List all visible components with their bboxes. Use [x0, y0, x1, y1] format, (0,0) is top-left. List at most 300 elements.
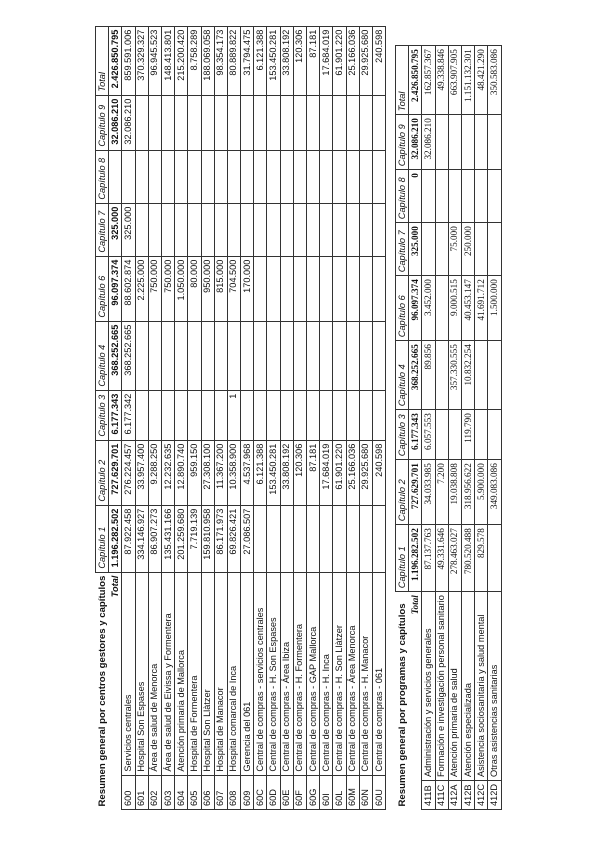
value-cell: 663.907.905 [448, 46, 461, 115]
table-row [122, 26, 135, 809]
value-cell [372, 390, 385, 440]
value-cell [435, 276, 448, 341]
value-cell [372, 256, 385, 321]
value-cell [280, 150, 293, 203]
row-code: 609 [241, 775, 254, 809]
table-row [227, 26, 240, 809]
value-cell: 780.520.488 [461, 525, 474, 592]
value-cell: 10.358.900 [227, 440, 240, 505]
value-cell [267, 390, 280, 440]
row-code: 608 [227, 775, 240, 809]
value-cell [280, 256, 293, 321]
row-code: 60D [267, 775, 280, 809]
row-code: 412A [448, 781, 461, 810]
row-name: Central de compras - H. Manacor [359, 572, 372, 775]
value-cell: 750.000 [148, 256, 161, 321]
row-name: Área de salud de Eivissa y Formentera [161, 572, 174, 775]
value-cell [214, 321, 227, 390]
total-cell: 6.177.343 [409, 410, 422, 460]
value-cell [488, 115, 501, 170]
value-cell [267, 203, 280, 256]
value-cell [346, 203, 359, 256]
value-cell [188, 95, 201, 150]
table-row [267, 26, 280, 809]
value-cell [254, 321, 267, 390]
col-header: Capítulo 9 [396, 115, 409, 170]
row-code: 606 [201, 775, 214, 809]
row-code: 411C [435, 781, 448, 810]
value-cell [135, 203, 148, 256]
value-cell [359, 95, 372, 150]
row-name: Formación e investigación personal sanitario [435, 592, 448, 781]
value-cell: 4.537.968 [241, 440, 254, 505]
total-label: Total [109, 572, 122, 809]
value-cell: 49.331.646 [435, 525, 448, 592]
value-cell [135, 390, 148, 440]
total-row [109, 26, 122, 809]
value-cell: 87.137.763 [422, 525, 435, 592]
total-cell: 1.196.282.502 [109, 505, 122, 572]
value-cell [488, 170, 501, 223]
row-name: Hospital comarcal de Inca [227, 572, 240, 775]
value-cell: 1.151.132.301 [461, 46, 474, 115]
total-cell: 1.196.282.502 [409, 525, 422, 592]
value-cell: 170.000 [241, 256, 254, 321]
value-cell [307, 203, 320, 256]
value-cell [333, 150, 346, 203]
value-cell [346, 95, 359, 150]
value-cell [333, 505, 346, 572]
value-cell: 29.925.680 [359, 440, 372, 505]
col-header: Capítulo 3 [96, 390, 109, 440]
value-cell: 40.453.147 [461, 276, 474, 341]
total-cell: 2.426.850.795 [409, 46, 422, 115]
value-cell [320, 321, 333, 390]
budget-table-centers [95, 26, 386, 810]
col-header: Total [96, 26, 109, 95]
value-cell: 34.033.985 [422, 460, 435, 525]
row-name: Hospital de Manacor [214, 572, 227, 775]
value-cell [333, 321, 346, 390]
value-cell [201, 95, 214, 150]
total-cell: 32.086.210 [109, 95, 122, 150]
value-cell: 17.684.019 [320, 440, 333, 505]
value-cell: 80.000 [188, 256, 201, 321]
row-name: Otras asistencias sanitarias [488, 592, 501, 781]
table-row [280, 26, 293, 809]
value-cell: 325.000 [122, 203, 135, 256]
value-cell: 153.450.281 [267, 26, 280, 95]
table-row [320, 26, 333, 809]
col-header: Capítulo 2 [96, 440, 109, 505]
row-code: 60F [293, 775, 306, 809]
value-cell: 357.330.555 [448, 341, 461, 410]
value-cell [280, 505, 293, 572]
row-code: 412D [488, 781, 501, 810]
value-cell [188, 321, 201, 390]
table-row [461, 46, 474, 810]
value-cell: 240.598 [372, 440, 385, 505]
row-name: Servicios centrales [122, 572, 135, 775]
value-cell [241, 390, 254, 440]
total-cell: 2.426.850.795 [109, 26, 122, 95]
value-cell [346, 256, 359, 321]
value-cell [188, 150, 201, 203]
value-cell [227, 321, 240, 390]
value-cell: 12.232.635 [161, 440, 174, 505]
value-cell: 859.591.006 [122, 26, 135, 95]
value-cell: 32.086.210 [422, 115, 435, 170]
value-cell [448, 115, 461, 170]
value-cell [148, 95, 161, 150]
value-cell: 61.901.220 [333, 440, 346, 505]
total-cell [109, 150, 122, 203]
value-cell: 19.038.808 [448, 460, 461, 525]
value-cell [293, 390, 306, 440]
value-cell [372, 505, 385, 572]
value-cell: 29.925.680 [359, 26, 372, 95]
row-name: Central de compras - H. Formentera [293, 572, 306, 775]
total-cell: 0 [409, 170, 422, 223]
value-cell [435, 170, 448, 223]
value-cell [241, 203, 254, 256]
value-cell: 17.684.019 [320, 26, 333, 95]
value-cell [227, 95, 240, 150]
value-cell [359, 390, 372, 440]
value-cell: 6.177.342 [122, 390, 135, 440]
total-cell: 6.177.343 [109, 390, 122, 440]
value-cell [320, 150, 333, 203]
value-cell [307, 150, 320, 203]
table-title: Resumen general por centros gestores y capítulos [96, 575, 108, 807]
table-row [293, 26, 306, 809]
value-cell: 1.050.000 [175, 256, 188, 321]
value-cell [254, 390, 267, 440]
value-cell [372, 321, 385, 390]
table-row [488, 46, 501, 810]
value-cell [254, 95, 267, 150]
row-name: Central de compras - GAP Mallorca [307, 572, 320, 775]
value-cell: 87.181 [307, 26, 320, 95]
row-code: 604 [175, 775, 188, 809]
value-cell: 250.000 [461, 223, 474, 276]
value-cell: 8.758.289 [188, 26, 201, 95]
value-cell: 215.200.420 [175, 26, 188, 95]
col-header: Capítulo 8 [96, 150, 109, 203]
col-header: Total [396, 46, 409, 115]
row-name: Central de compras - H. Son Llàtzer [333, 572, 346, 775]
value-cell [372, 95, 385, 150]
value-cell [435, 115, 448, 170]
row-name: Atención primaria de salud [448, 592, 461, 781]
value-cell: 87.181 [307, 440, 320, 505]
value-cell: 704.500 [227, 256, 240, 321]
value-cell: 25.166.036 [346, 26, 359, 95]
total-cell: 96.097.374 [409, 276, 422, 341]
value-cell [475, 410, 488, 460]
value-cell [201, 203, 214, 256]
value-cell [175, 390, 188, 440]
value-cell [320, 505, 333, 572]
value-cell: 3.452.000 [422, 276, 435, 341]
value-cell: 69.826.421 [227, 505, 240, 572]
value-cell: 370.329.327 [135, 26, 148, 95]
row-code: 60L [333, 775, 346, 809]
table-row [435, 46, 448, 810]
row-name: Central de compras - H. Inca [320, 572, 333, 775]
value-cell [254, 505, 267, 572]
row-name: Atención primaria de Mallorca [175, 572, 188, 775]
table-row [359, 26, 372, 809]
table-title: Resumen general por programas y capítulos [396, 603, 408, 807]
value-cell [307, 321, 320, 390]
value-cell [293, 203, 306, 256]
budget-table-programs [395, 45, 502, 810]
value-cell: 959.150 [188, 440, 201, 505]
row-code: 412B [461, 781, 474, 810]
value-cell [214, 150, 227, 203]
row-code: 60E [280, 775, 293, 809]
value-cell [241, 150, 254, 203]
value-cell: 278.463.027 [448, 525, 461, 592]
col-header: Capítulo 4 [96, 321, 109, 390]
value-cell [359, 321, 372, 390]
table-row [214, 26, 227, 809]
value-cell [333, 256, 346, 321]
row-code: 411B [422, 781, 435, 810]
value-cell: 119.790 [461, 410, 474, 460]
value-cell: 6.121.388 [254, 26, 267, 95]
value-cell [201, 150, 214, 203]
table-row [241, 26, 254, 809]
row-name: Asistencia sociosanitaria y salud mental [475, 592, 488, 781]
value-cell [435, 410, 448, 460]
value-cell: 61.901.220 [333, 26, 346, 95]
value-cell: 7.719.139 [188, 505, 201, 572]
row-name: Central de compras - servicios centrales [254, 572, 267, 775]
value-cell [267, 321, 280, 390]
value-cell [346, 390, 359, 440]
value-cell: 153.450.281 [267, 440, 280, 505]
value-cell [488, 410, 501, 460]
row-code: 603 [161, 775, 174, 809]
value-cell [267, 95, 280, 150]
col-header: Capítulo 9 [96, 95, 109, 150]
total-cell: 368.252.665 [409, 341, 422, 410]
value-cell [307, 95, 320, 150]
value-cell [161, 390, 174, 440]
value-cell [293, 256, 306, 321]
value-cell: 318.956.622 [461, 460, 474, 525]
value-cell [214, 390, 227, 440]
table-row [188, 26, 201, 809]
value-cell: 10.832.254 [461, 341, 474, 410]
table-row [161, 26, 174, 809]
value-cell [475, 170, 488, 223]
value-cell [188, 390, 201, 440]
value-cell [372, 203, 385, 256]
value-cell: 750.000 [161, 256, 174, 321]
value-cell: 950.000 [201, 256, 214, 321]
col-header: Capítulo 1 [96, 505, 109, 572]
value-cell: 120.306 [293, 26, 306, 95]
value-cell [148, 203, 161, 256]
value-cell [359, 203, 372, 256]
value-cell: 9.288.250 [148, 440, 161, 505]
value-cell [214, 203, 227, 256]
value-cell: 162.857.367 [422, 46, 435, 115]
value-cell [435, 223, 448, 276]
value-cell: 9.000.515 [448, 276, 461, 341]
value-cell [293, 95, 306, 150]
value-cell [135, 95, 148, 150]
total-cell: 96.097.374 [109, 256, 122, 321]
row-name: Central de compras - 061 [372, 572, 385, 775]
value-cell: 159.810.958 [201, 505, 214, 572]
value-cell: 7.200 [435, 460, 448, 525]
value-cell [448, 410, 461, 460]
value-cell [188, 203, 201, 256]
value-cell: 33.957.400 [135, 440, 148, 505]
table-row [175, 26, 188, 809]
value-cell: 87.922.458 [122, 505, 135, 572]
value-cell [254, 150, 267, 203]
row-code: 60G [307, 775, 320, 809]
value-cell: 49.338.846 [435, 46, 448, 115]
value-cell: 1 [227, 390, 240, 440]
value-cell [161, 321, 174, 390]
value-cell: 12.890.740 [175, 440, 188, 505]
value-cell [241, 321, 254, 390]
table-row [201, 26, 214, 809]
value-cell [267, 150, 280, 203]
value-cell: 188.069.058 [201, 26, 214, 95]
value-cell [320, 256, 333, 321]
row-name: Hospital Son Llàtzer [201, 572, 214, 775]
value-cell [488, 525, 501, 592]
table-row [372, 26, 385, 809]
value-cell [359, 150, 372, 203]
value-cell [175, 95, 188, 150]
col-header: Capítulo 2 [396, 460, 409, 525]
table-row [148, 26, 161, 809]
value-cell: 27.086.507 [241, 505, 254, 572]
row-code: 60N [359, 775, 372, 809]
value-cell [175, 150, 188, 203]
row-name: Administración y servicios generales [422, 592, 435, 781]
value-cell: 25.166.036 [346, 440, 359, 505]
table-row [254, 26, 267, 809]
row-code: 602 [148, 775, 161, 809]
value-cell: 120.306 [293, 440, 306, 505]
row-code: 600 [122, 775, 135, 809]
value-cell [461, 115, 474, 170]
value-cell: 1.500.000 [488, 276, 501, 341]
total-cell: 32.086.210 [409, 115, 422, 170]
value-cell [201, 321, 214, 390]
value-cell: 135.431.166 [161, 505, 174, 572]
value-cell [475, 223, 488, 276]
value-cell [320, 390, 333, 440]
value-cell: 89.856 [422, 341, 435, 410]
value-cell [280, 321, 293, 390]
value-cell: 350.583.086 [488, 46, 501, 115]
value-cell [422, 170, 435, 223]
value-cell [346, 150, 359, 203]
value-cell [307, 256, 320, 321]
value-cell [307, 505, 320, 572]
value-cell: 86.907.273 [148, 505, 161, 572]
value-cell: 815.000 [214, 256, 227, 321]
value-cell [293, 505, 306, 572]
value-cell [293, 150, 306, 203]
row-code: 412C [475, 781, 488, 810]
value-cell: 349.083.086 [488, 460, 501, 525]
value-cell [475, 115, 488, 170]
value-cell [280, 390, 293, 440]
value-cell [148, 390, 161, 440]
value-cell [346, 321, 359, 390]
value-cell: 75.000 [448, 223, 461, 276]
value-cell [201, 390, 214, 440]
value-cell [293, 321, 306, 390]
value-cell: 368.252.665 [122, 321, 135, 390]
value-cell [161, 95, 174, 150]
value-cell [488, 341, 501, 410]
table-row [346, 26, 359, 809]
row-name: Central de compras - Área Ibiza [280, 572, 293, 775]
value-cell: 86.171.973 [214, 505, 227, 572]
col-header: Capítulo 6 [396, 276, 409, 341]
value-cell: 240.598 [372, 26, 385, 95]
row-name: Central de compras - H. Son Espases [267, 572, 280, 775]
value-cell: 148.413.801 [161, 26, 174, 95]
value-cell [148, 321, 161, 390]
row-code: 60U [372, 775, 385, 809]
table-row [422, 46, 435, 810]
value-cell [333, 203, 346, 256]
value-cell: 33.808.192 [280, 440, 293, 505]
value-cell: 96.945.523 [148, 26, 161, 95]
value-cell: 276.224.457 [122, 440, 135, 505]
total-cell: 325.000 [109, 203, 122, 256]
row-name: Gerencia del 061 [241, 572, 254, 775]
row-code: 601 [135, 775, 148, 809]
row-name: Central de compras - Área Menorca [346, 572, 359, 775]
row-code: 605 [188, 775, 201, 809]
value-cell [320, 95, 333, 150]
value-cell [214, 95, 227, 150]
row-code: 60I [320, 775, 333, 809]
total-cell: 727.629.701 [109, 440, 122, 505]
value-cell [175, 203, 188, 256]
value-cell [280, 203, 293, 256]
value-cell [135, 321, 148, 390]
value-cell: 11.367.200 [214, 440, 227, 505]
table-row [135, 26, 148, 809]
value-cell [359, 256, 372, 321]
value-cell: 33.808.192 [280, 26, 293, 95]
value-cell [135, 150, 148, 203]
value-cell [320, 203, 333, 256]
value-cell: 829.578 [475, 525, 488, 592]
value-cell: 5.900.000 [475, 460, 488, 525]
total-label: Total [409, 592, 422, 810]
value-cell [227, 203, 240, 256]
value-cell: 31.794.475 [241, 26, 254, 95]
row-name: Hospital de Formentera [188, 572, 201, 775]
value-cell [307, 390, 320, 440]
